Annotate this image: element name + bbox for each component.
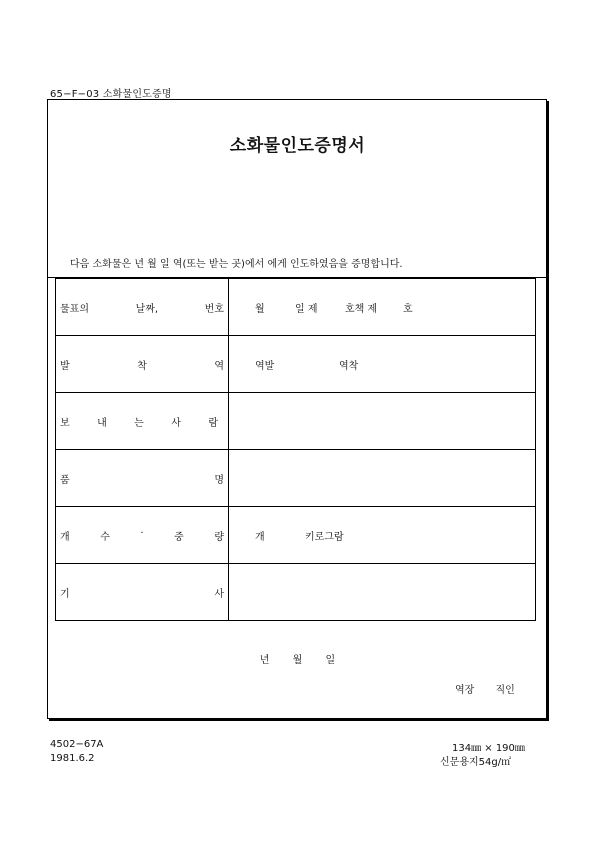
document-title: 소화물인도증명서 — [229, 136, 366, 156]
table-row — [56, 393, 536, 450]
station-master-signature — [455, 681, 515, 696]
sender-label — [56, 393, 229, 450]
label-part: 는 — [134, 417, 144, 429]
value-text — [229, 300, 535, 315]
footer-paper-size: 134㎜ × 190㎜ — [452, 743, 525, 754]
station-master-label: 역장 — [455, 685, 475, 696]
label-text — [56, 528, 228, 543]
table-row — [56, 336, 536, 393]
count-weight-field[interactable] — [229, 507, 536, 564]
issue-date-line — [0, 651, 595, 666]
form-code: 65−F−03 소화물인도증명 — [50, 89, 172, 100]
label-text — [56, 414, 228, 429]
ticket-date-number-field[interactable] — [229, 279, 536, 336]
value-part: 키로그람 — [305, 531, 344, 543]
label-part: 수 — [100, 531, 110, 543]
date-year-label: 년 — [259, 655, 270, 666]
value-part: 호 — [403, 303, 413, 315]
label-part: 날짜, — [135, 303, 159, 315]
label-text — [56, 300, 228, 315]
label-part: 물표의 — [60, 303, 89, 315]
table-row — [56, 507, 536, 564]
value-text — [229, 528, 535, 543]
origin-destination-field[interactable] — [229, 336, 536, 393]
value-part: 개 — [255, 531, 265, 543]
label-part: 발 — [60, 360, 70, 372]
origin-destination-label — [56, 336, 229, 393]
official-seal-label: 직인 — [495, 685, 515, 696]
footer-form-number: 4502−67A — [50, 739, 104, 750]
label-part: 개 — [60, 531, 70, 543]
label-part: 보 — [60, 417, 70, 429]
table-row — [56, 279, 536, 336]
shipment-details-table — [55, 278, 536, 621]
remarks-label — [56, 564, 229, 621]
label-part: 중 — [174, 531, 184, 543]
label-text — [56, 357, 228, 372]
label-part: 품 — [60, 474, 70, 486]
item-name-label — [56, 450, 229, 507]
label-part: 람 — [208, 417, 218, 429]
value-part: 월 — [255, 303, 265, 315]
label-part: 명 — [214, 474, 224, 486]
date-month-label: 월 — [292, 655, 303, 666]
label-part: 역 — [214, 360, 224, 372]
label-part: 사 — [171, 417, 181, 429]
table-row — [56, 564, 536, 621]
label-text — [56, 471, 228, 486]
value-part: 역발 — [255, 360, 275, 372]
value-part: 역착 — [339, 360, 359, 372]
label-part: 기 — [60, 588, 70, 600]
value-part: 일 제 — [295, 303, 318, 315]
label-text — [56, 585, 228, 600]
label-part: · — [140, 527, 144, 539]
ticket-date-number-label — [56, 279, 229, 336]
value-text — [229, 357, 535, 372]
label-part: 내 — [97, 417, 107, 429]
table-row — [56, 450, 536, 507]
footer-form-date: 1981.6.2 — [50, 753, 95, 764]
count-weight-label — [56, 507, 229, 564]
remarks-field[interactable] — [229, 564, 536, 621]
sender-field[interactable] — [229, 393, 536, 450]
date-day-label: 일 — [325, 655, 336, 666]
label-part: 착 — [137, 360, 147, 372]
value-part: 호책 제 — [345, 303, 378, 315]
item-name-field[interactable] — [229, 450, 536, 507]
label-part: 량 — [214, 531, 224, 543]
label-part: 번호 — [204, 303, 224, 315]
certification-statement: 다음 소화물은 년 월 일 역(또는 받는 곳)에서 에게 인도하였음을 증명합니다. — [70, 259, 403, 270]
label-part: 사 — [214, 588, 224, 600]
footer-paper-type: 신문용지54g/㎡ — [440, 757, 512, 768]
